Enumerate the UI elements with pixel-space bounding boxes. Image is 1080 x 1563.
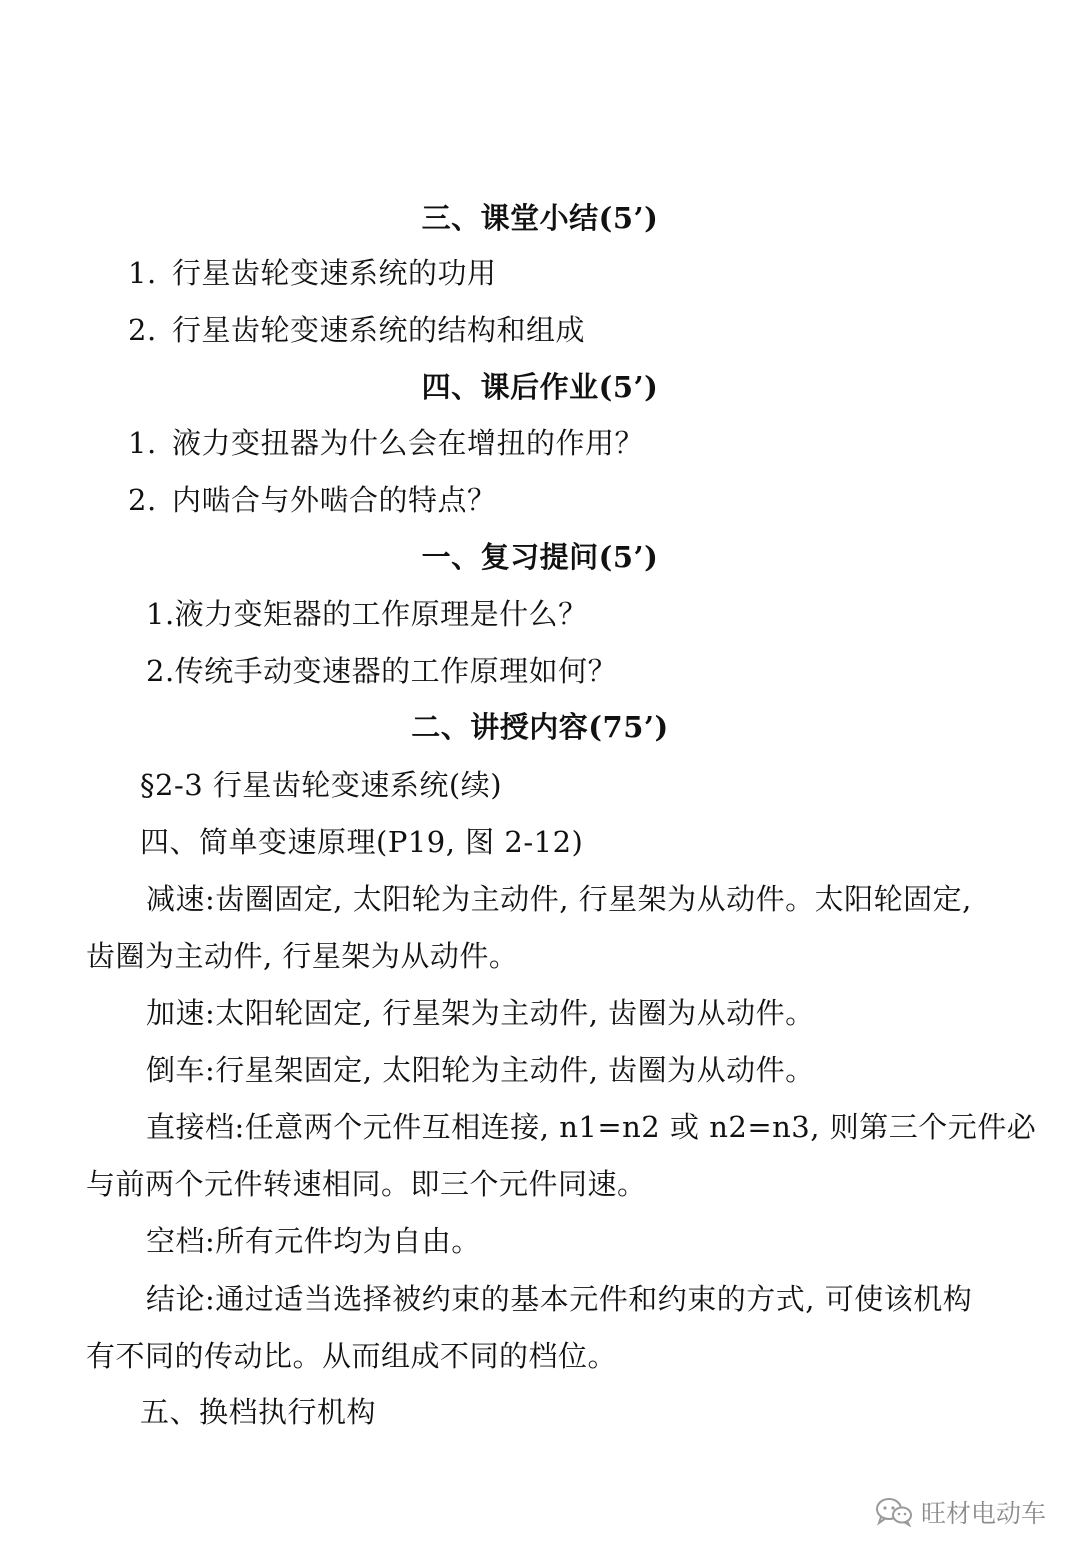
paragraph-line: 空档:所有元件均为自由。 — [146, 1224, 481, 1258]
paragraph-line: 减速:齿圈固定, 太阳轮为主动件, 行星架为从动件。太阳轮固定, — [146, 882, 972, 916]
list-text: 行星齿轮变速系统的结构和组成 — [172, 313, 586, 347]
section-3-title: 三、课堂小结(5’) — [421, 201, 659, 235]
list-number: 1. — [128, 256, 157, 290]
subsection-title: 五、换档执行机构 — [140, 1395, 377, 1429]
paragraph-line: 倒车:行星架固定, 太阳轮为主动件, 齿圈为从动件。 — [146, 1053, 815, 1087]
wechat-icon — [875, 1497, 913, 1527]
list-text: 行星齿轮变速系统的功用 — [172, 256, 497, 290]
review-question: 1.液力变矩器的工作原理是什么？ — [146, 597, 588, 631]
subsection-title: 四、简单变速原理(P19, 图 2-12) — [140, 825, 584, 859]
section-2-title: 二、讲授内容(75’) — [411, 710, 669, 744]
list-number: 1. — [128, 426, 157, 460]
paragraph-line: 加速:太阳轮固定, 行星架为主动件, 齿圈为从动件。 — [146, 996, 815, 1030]
section-1-title: 一、复习提问(5’) — [421, 540, 659, 574]
watermark — [875, 1494, 1046, 1530]
paragraph-line: 结论:通过适当选择被约束的基本元件和约束的方式, 可使该机构 — [146, 1282, 973, 1316]
paragraph-line: 齿圈为主动件, 行星架为从动件。 — [86, 939, 519, 973]
watermark-text: 旺材电动车 — [920, 1499, 1046, 1528]
paragraph-line: 有不同的传动比。从而组成不同的档位。 — [86, 1339, 618, 1373]
list-text: 内啮合与外啮合的特点？ — [172, 483, 497, 517]
list-number: 2. — [128, 483, 157, 517]
list-item — [128, 480, 497, 520]
section-4-title: 四、课后作业(5’) — [421, 370, 659, 404]
list-text: 液力变扭器为什么会在增扭的作用？ — [172, 426, 645, 460]
list-item — [128, 310, 585, 350]
paragraph-line: 与前两个元件转速相同。即三个元件同速。 — [86, 1167, 647, 1201]
paragraph-line: 直接档:任意两个元件互相连接, n1=n2 或 n2=n3, 则第三个元件必 — [146, 1110, 1037, 1144]
lesson-subtitle: §2-3 行星齿轮变速系统(续) — [140, 768, 503, 802]
review-question: 2.传统手动变速器的工作原理如何？ — [146, 654, 618, 688]
list-number: 2. — [128, 313, 157, 347]
list-item — [128, 253, 497, 293]
list-item — [128, 423, 644, 463]
